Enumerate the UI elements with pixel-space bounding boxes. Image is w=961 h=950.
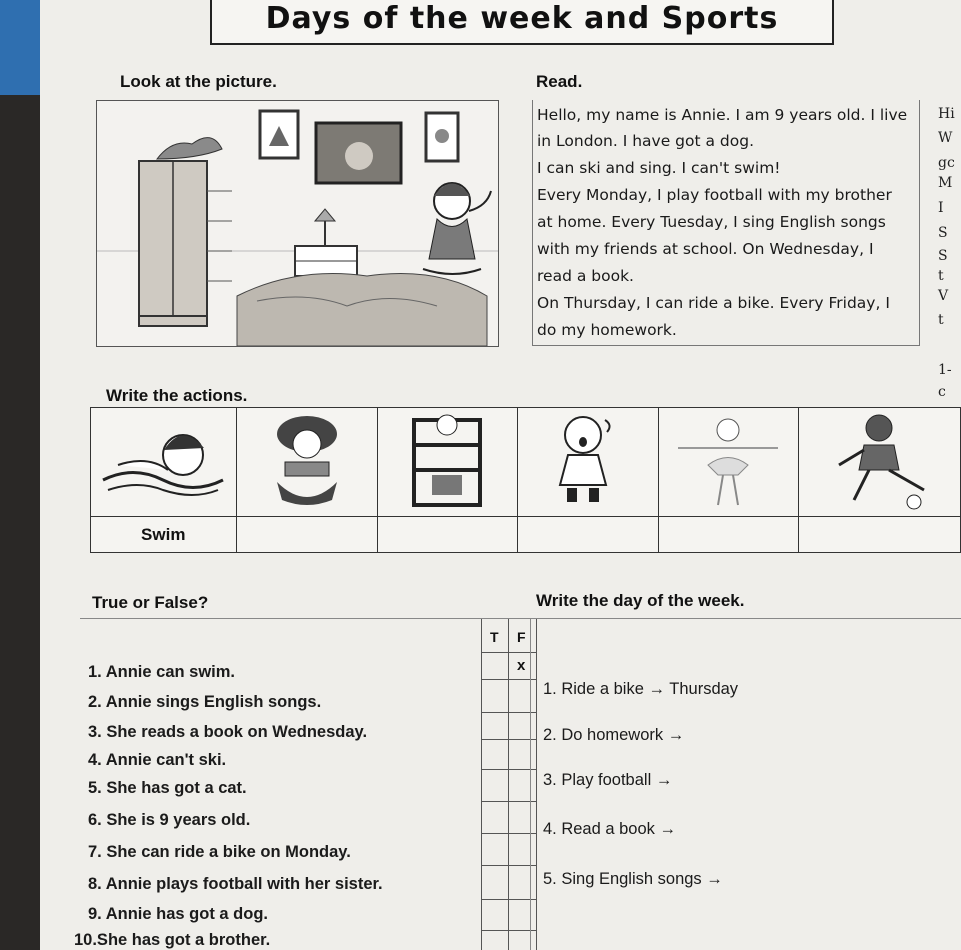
read-line: I can ski and sing. I can't swim! [537,159,781,177]
tf-statement: 6. She is 9 years old. [88,811,251,829]
tf-statement: 7. She can ride a bike on Monday. [88,843,351,861]
ladder-kid-icon [402,410,492,510]
wall-painting-icon [316,123,401,183]
day-item: 4. Read a book → [543,820,676,838]
bed-icon [237,274,487,347]
fragment-text: V [938,288,949,304]
true-false-grid [481,619,536,950]
true-column-header: T [490,629,499,645]
tf-statement: 8. Annie plays football with her sister. [88,875,383,893]
actions-label-row [91,517,961,553]
action-answer-cell: Swim [91,517,237,553]
fragment-text: S [938,225,948,241]
tf-statement: 10.She has got a brother. [74,931,271,949]
tf-statement: 9. Annie has got a dog. [88,905,268,923]
adjacent-page-fragment [926,50,961,450]
read-line: Every Monday, I play football with my brother [537,186,892,204]
fragment-text: Hi [938,106,955,122]
action-picture-cell [378,408,517,517]
day-item: 2. Do homework → [543,726,685,744]
fragment-text: gc [938,155,955,171]
fragment-text: I [938,200,944,216]
day-of-week-section [530,618,961,950]
fragment-text: t [938,268,944,284]
fragment-text: S [938,248,948,264]
day-item: 1. Ride a bike → Thursday [543,680,739,698]
small-picture-icon [426,113,458,161]
day-item: 5. Sing English songs → [543,870,723,888]
worksheet-title: Days of the week and Sports [210,0,834,45]
grid-line [481,833,536,834]
action-picture-cell [236,408,378,517]
fragment-text: c [938,384,946,400]
grid-line [481,899,536,900]
tf-statement: 3. She reads a book on Wednesday. [88,723,368,741]
grid-line [481,930,536,931]
action-picture-cell [91,408,237,517]
football-boy-icon [814,410,944,510]
background-blue-edge [0,0,44,95]
tf-statement: 5. She has got a cat. [88,779,247,797]
action-answer-cell[interactable] [378,517,517,553]
grid-line [481,769,536,770]
tf-statement: 1. Annie can swim. [88,663,236,681]
tf-statement: 4. Annie can't ski. [88,751,227,769]
false-column-header: F [517,629,526,645]
grid-line [481,679,536,680]
grid-line [481,739,536,740]
read-heading: Read. [536,72,583,91]
false-mark[interactable]: x [517,657,526,674]
look-heading: Look at the picture. [120,72,277,91]
read-line: Hello, my name is Annie. I am 9 years old. I live [537,106,908,124]
poster-icon [260,111,298,158]
fragment-text: t [938,312,944,328]
actions-picture-row [91,408,961,517]
action-answer-cell[interactable] [798,517,960,553]
fragment-text: W [938,130,953,146]
true-false-section [74,618,540,950]
action-answer-cell[interactable] [658,517,798,553]
background-table-edge [0,95,44,950]
read-passage [532,100,920,346]
singing-girl-icon [543,410,633,510]
grid-line [481,801,536,802]
action-picture-cell [517,408,658,517]
actions-table [90,407,961,553]
action-answer-cell[interactable] [236,517,378,553]
bedroom-picture [96,100,499,347]
read-line: On Thursday, I can ride a bike. Every Friday, I [537,294,890,312]
day-item: 3. Play football → [543,771,673,789]
fragment-text: 1- [938,362,952,378]
bedroom-illustration [97,101,498,346]
action-answer-cell[interactable] [517,517,658,553]
grid-line [481,619,509,950]
dancing-girl-icon [673,410,783,510]
grid-line [481,865,536,866]
fragment-text: M [938,175,953,191]
tf-statement: 2. Annie sings English songs. [88,693,322,711]
read-line: at home. Every Tuesday, I sing English songs [537,213,886,231]
day-heading: Write the day of the week. [536,591,745,610]
worksheet [40,0,961,950]
read-line: read a book. [537,267,634,285]
reading-boy-icon [257,412,357,507]
swimming-girl-icon [98,415,228,505]
action-picture-cell [658,408,798,517]
read-line: with my friends at school. On Wednesday, I [537,240,874,258]
true-false-heading: True or False? [92,593,209,612]
action-picture-cell [798,408,960,517]
read-line: in London. I have got a dog. [537,132,755,150]
read-line: do my homework. [537,321,677,339]
grid-line [481,652,536,653]
grid-line [481,712,536,713]
actions-heading: Write the actions. [106,386,248,405]
